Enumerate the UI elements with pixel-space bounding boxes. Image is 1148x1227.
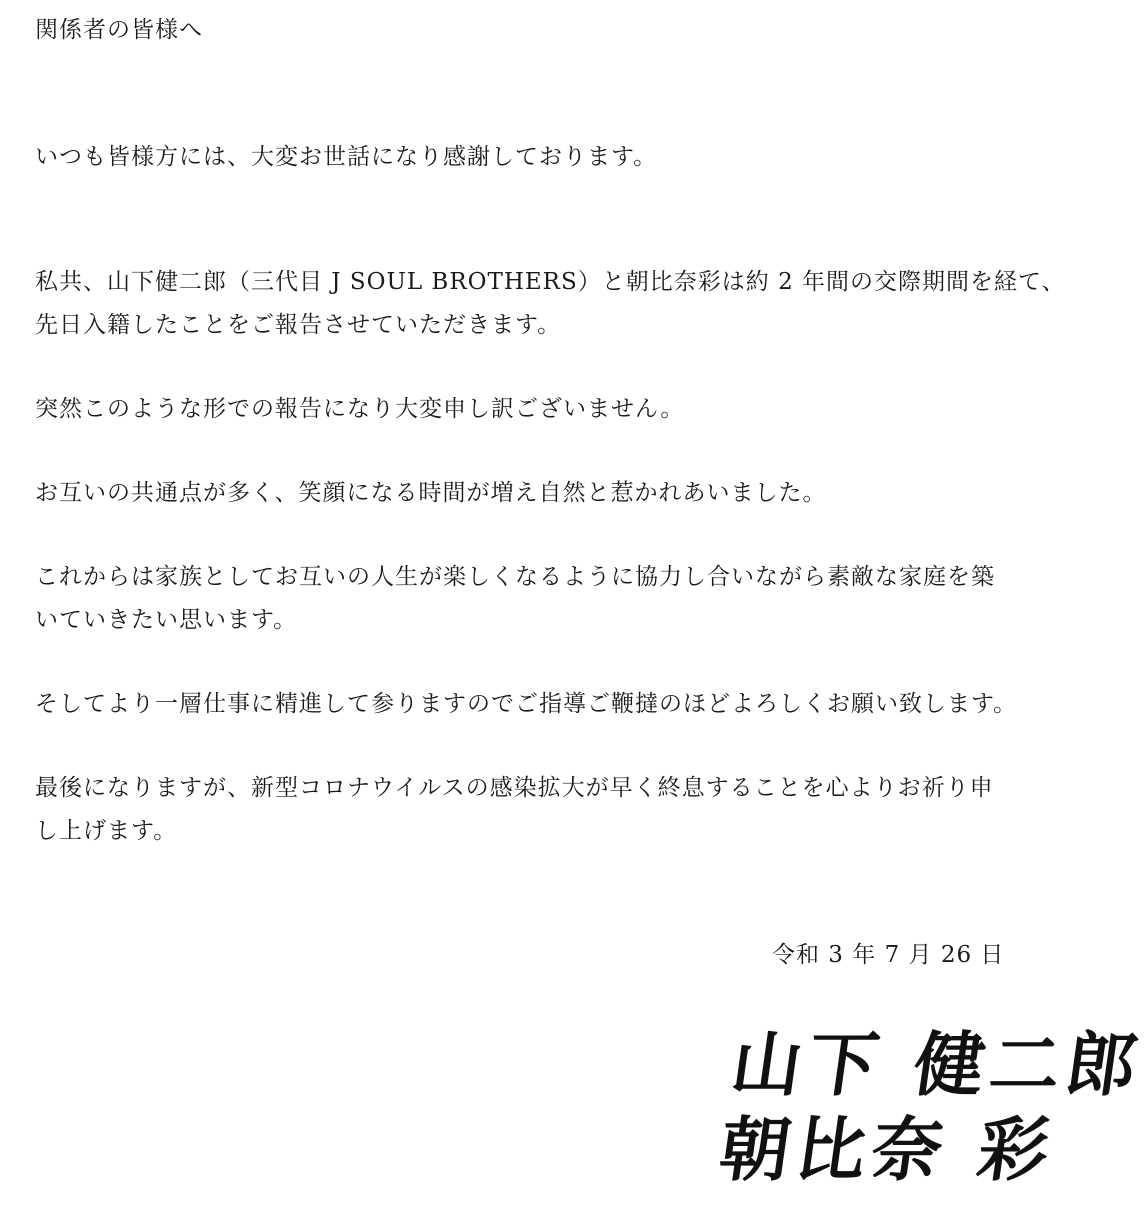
- letter-date: 令和 3 年 7 月 26 日: [772, 942, 1005, 968]
- paragraph-4-line-2: いていきたい思います。: [35, 607, 298, 633]
- signature-line-1: 山下 健二郎: [726, 1023, 1148, 1106]
- greeting: いつも皆様方には、大変お世話になり感謝しております。: [35, 144, 658, 170]
- paragraph-4-line-1: これからは家族としてお互いの人生が楽しくなるように協力し合いながら素敵な家庭を築: [35, 564, 995, 590]
- paragraph-2: 突然このような形での報告になり大変申し訳ございません。: [35, 396, 685, 422]
- salutation: 関係者の皆様へ: [35, 17, 203, 43]
- paragraph-1-line-2: 先日入籍したことをご報告させていただきます。: [35, 312, 562, 338]
- paragraph-1-line-1: 私共、山下健二郎（三代目 J SOUL BROTHERS）と朝比奈彩は約 2 年間の交際期間を経て、: [35, 269, 1066, 295]
- signature-line-2: 朝比奈 彩: [714, 1108, 1061, 1191]
- paragraph-5: そしてより一層仕事に精進して参りますのでご指導ご鞭撻のほどよろしくお願い致します。: [35, 691, 1018, 717]
- paragraph-3: お互いの共通点が多く、笑顔になる時間が増え自然と惹かれあいました。: [35, 480, 827, 506]
- paragraph-6-line-2: し上げます。: [35, 818, 178, 844]
- paragraph-6-line-1: 最後になりますが、新型コロナウイルスの感染拡大が早く終息することを心よりお祈り申: [35, 775, 994, 801]
